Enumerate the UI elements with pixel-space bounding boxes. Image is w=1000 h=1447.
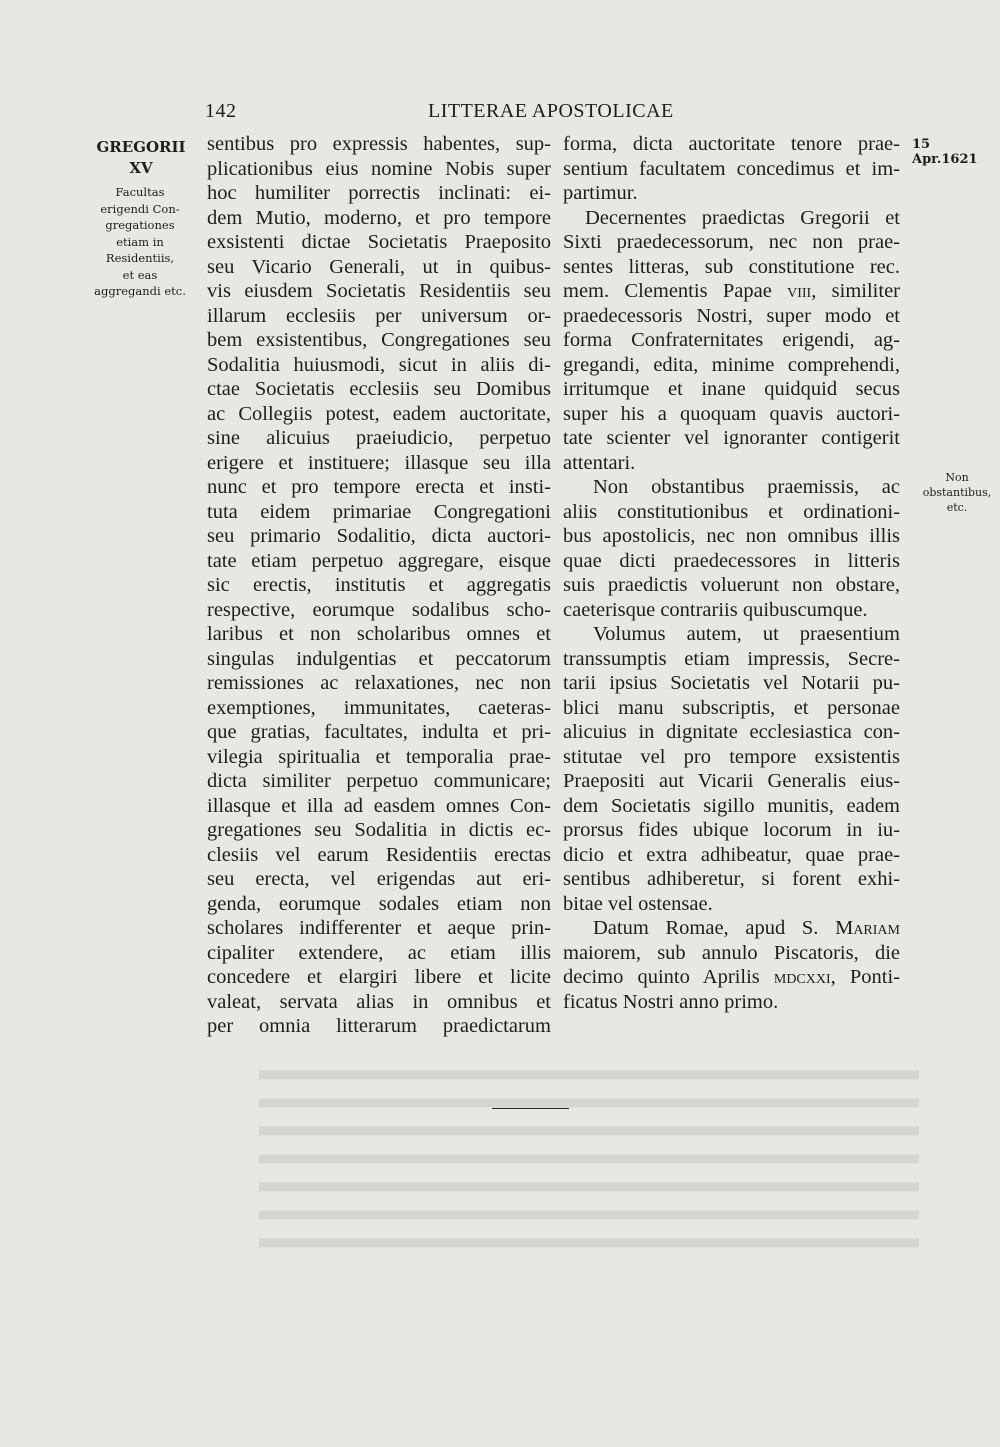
text-line: sine alicuius praeiudicio, perpetuo <box>207 427 551 449</box>
text-line: erigere et instituere; illasque seu illa <box>207 451 551 474</box>
roman-numeral: viii <box>787 280 812 302</box>
text-line: ac Collegiis potest, eadem auctoritate, <box>207 402 551 425</box>
text-line: que gratias, facultates, indulta et pri- <box>207 721 551 743</box>
datum-line <box>563 916 900 941</box>
text-line: transsumptis etiam impressis, Secre- <box>563 647 900 670</box>
margin-note-line: aggregandi etc. <box>94 284 186 298</box>
margin-pontiff <box>96 137 186 179</box>
margin-note-line: Facultas <box>115 185 165 199</box>
text-line: genda, eorumque sodales etiam non <box>207 892 551 915</box>
text-line: scholares indifferenter et aeque prin- <box>207 917 551 939</box>
text-fragment: Datum Romae, apud S. <box>593 917 836 939</box>
text-fragment: , similiter <box>811 280 900 302</box>
text-line: remissiones ac relaxationes, nec non <box>207 672 551 694</box>
text-line: sentibus pro expressis habentes, sup- <box>207 133 551 155</box>
text-line-clement <box>563 279 900 304</box>
text-line: ctae Societatis ecclesiis seu Domibus <box>207 378 551 400</box>
text-fragment: mem. Clementis Papae <box>563 280 788 302</box>
text-line: hoc humiliter porrectis inclinati: ei- <box>207 182 551 204</box>
paragraph-start-line: Volumus autem, ut praesentium <box>593 623 900 645</box>
text-column-left <box>207 132 551 1039</box>
text-line: respective, eorumque sodalibus scho- <box>207 598 551 621</box>
text-line: per omnia litterarum praedictarum <box>207 1015 551 1037</box>
text-column-right <box>563 132 900 1014</box>
text-line: ficatus Nostri anno primo. <box>563 990 779 1013</box>
running-title: LITTERAE APOSTOLICAE <box>428 100 674 122</box>
text-line: gregandi, edita, minime comprehendi, <box>563 353 900 376</box>
text-line: irritumque et inane quidquid secus <box>563 378 900 400</box>
text-line: dicio et extra adhibeatur, quae prae- <box>563 843 900 866</box>
text-line: singulas indulgentias et peccatorum <box>207 647 551 670</box>
text-line: dem Mutio, moderno, et pro tempore <box>207 206 551 229</box>
margin-note-line: gregationes <box>105 218 175 232</box>
margin-note-line: et eas <box>122 267 158 282</box>
text-line: dem Societatis sigillo munitis, eadem <box>563 794 900 817</box>
show-through-decoration <box>240 1040 570 1240</box>
text-line: clesiis vel earum Residentiis erectas <box>207 843 551 866</box>
text-line: concedere et elargiri libere et licite <box>207 966 551 988</box>
margin-note-line: Residentiis, <box>105 251 175 265</box>
text-line: aliis constitutionibus et ordinationi- <box>563 500 900 523</box>
text-line: sic erectis, institutis et aggregatis <box>207 574 551 596</box>
text-line: vis eiusdem Societatis Residentiis seu <box>207 280 551 302</box>
text-line: caeterisque contrariis quibuscumque. <box>563 598 868 621</box>
paragraph-start-line: Non obstantibus praemissis, ac <box>593 476 900 498</box>
text-line: tuta eidem primariae Congregationi <box>207 500 551 523</box>
margin-note-left <box>92 184 188 300</box>
text-line: bus apostolicis, nec non omnibus illis <box>563 525 900 547</box>
text-line: seu erecta, vel erigendas aut eri- <box>207 868 551 890</box>
text-line: valeat, servata alias in omnibus et <box>207 990 551 1013</box>
text-line: cipaliter extendere, ac etiam illis <box>207 941 551 964</box>
margin-pontiff-name: GREGORII <box>96 138 186 156</box>
text-line: praedecessoris Nostri, super modo et <box>563 304 900 327</box>
text-line: alicuius in dignitate ecclesiastica con- <box>563 721 900 743</box>
show-through-lines <box>259 1067 589 1267</box>
text-line: sentibus adhiberetur, si forent exhi- <box>563 868 900 890</box>
page-number: 142 <box>205 100 237 122</box>
text-line: Sixti praedecessorum, nec non prae- <box>563 231 900 253</box>
text-line: laribus et non scholaribus omnes et <box>207 623 551 645</box>
text-line: blici manu subscriptis, et personae <box>563 696 900 719</box>
text-line: nunc et pro tempore erecta et insti- <box>207 476 551 498</box>
text-line: bem exsistentibus, Congregationes seu <box>207 329 551 351</box>
paragraph-start-line: Decernentes praedictas Gregorii et <box>585 206 900 229</box>
text-line: plicationibus eius nomine Nobis super <box>207 157 551 180</box>
margin-note-line: etc. <box>946 501 968 514</box>
show-through-decoration-right <box>570 1040 900 1240</box>
text-line: sentes litteras, sub constitutione rec. <box>563 255 900 278</box>
margin-date: 15 Apr.1621 <box>912 137 978 167</box>
text-line: prorsus fides ubique locorum in iu- <box>563 819 900 841</box>
margin-note-right <box>918 470 996 515</box>
text-line: sentium facultatem concedimus et im- <box>563 157 900 180</box>
margin-note-line: obstantibus, <box>922 486 992 499</box>
text-line: vilegia spiritualia et temporalia prae- <box>207 745 551 768</box>
text-line: forma Confraternitates erigendi, ag- <box>563 329 900 351</box>
text-line: tate etiam perpetuo aggregare, eisque <box>207 549 551 572</box>
text-line: super his a quoquam quavis auctori- <box>563 402 900 425</box>
text-line: dicta similiter perpetuo communicare; <box>207 770 551 792</box>
text-line: forma, dicta auctoritate tenore prae- <box>563 133 900 155</box>
text-line: suis praedictis voluerunt non obstare, <box>563 574 900 596</box>
text-line: attentari. <box>563 451 636 474</box>
text-fragment: decimo quinto Aprilis <box>563 966 774 988</box>
closing-rule <box>492 1108 569 1109</box>
text-fragment: , Ponti- <box>830 966 901 988</box>
show-through-lines-right <box>589 1067 919 1267</box>
text-line: exsistenti dictae Societatis Praeposito <box>207 231 551 253</box>
margin-note-line: Non <box>945 471 969 484</box>
margin-note-line: etiam in <box>116 234 164 249</box>
text-line: illarum ecclesiis per universum or- <box>207 304 551 327</box>
margin-pontiff-numeral: XV <box>129 159 153 177</box>
text-line: quae dicti praedecessores in litteris <box>563 549 900 572</box>
text-line: tate scienter vel ignoranter contigerit <box>563 427 900 449</box>
text-line: seu primario Sodalitio, dicta auctori- <box>207 525 551 547</box>
text-line: illasque et illa ad easdem omnes Con- <box>207 794 551 817</box>
roman-numeral: mdcxxi <box>773 966 831 988</box>
text-line: seu Vicario Generali, ut in quibus- <box>207 255 551 278</box>
text-line: tarii ipsius Societatis vel Notarii pu- <box>563 672 900 694</box>
text-line: partimur. <box>563 182 638 204</box>
text-line-year <box>563 965 900 990</box>
text-line: maiorem, sub annulo Piscatoris, die <box>563 941 900 964</box>
text-line: exemptiones, immunitates, caeteras- <box>207 696 551 719</box>
text-line: stitutae vel pro tempore exsistentis <box>563 745 900 768</box>
margin-note-line: erigendi Con- <box>100 201 180 216</box>
text-line: Sodalitia huiusmodi, sicut in aliis di- <box>207 353 551 376</box>
smallcaps-name: Mariam <box>835 917 900 939</box>
text-line: gregationes seu Sodalitia in dictis ec- <box>207 819 551 841</box>
text-line: bitae vel ostensae. <box>563 892 713 915</box>
text-line: Praepositi aut Vicarii Generalis eius- <box>563 770 900 792</box>
